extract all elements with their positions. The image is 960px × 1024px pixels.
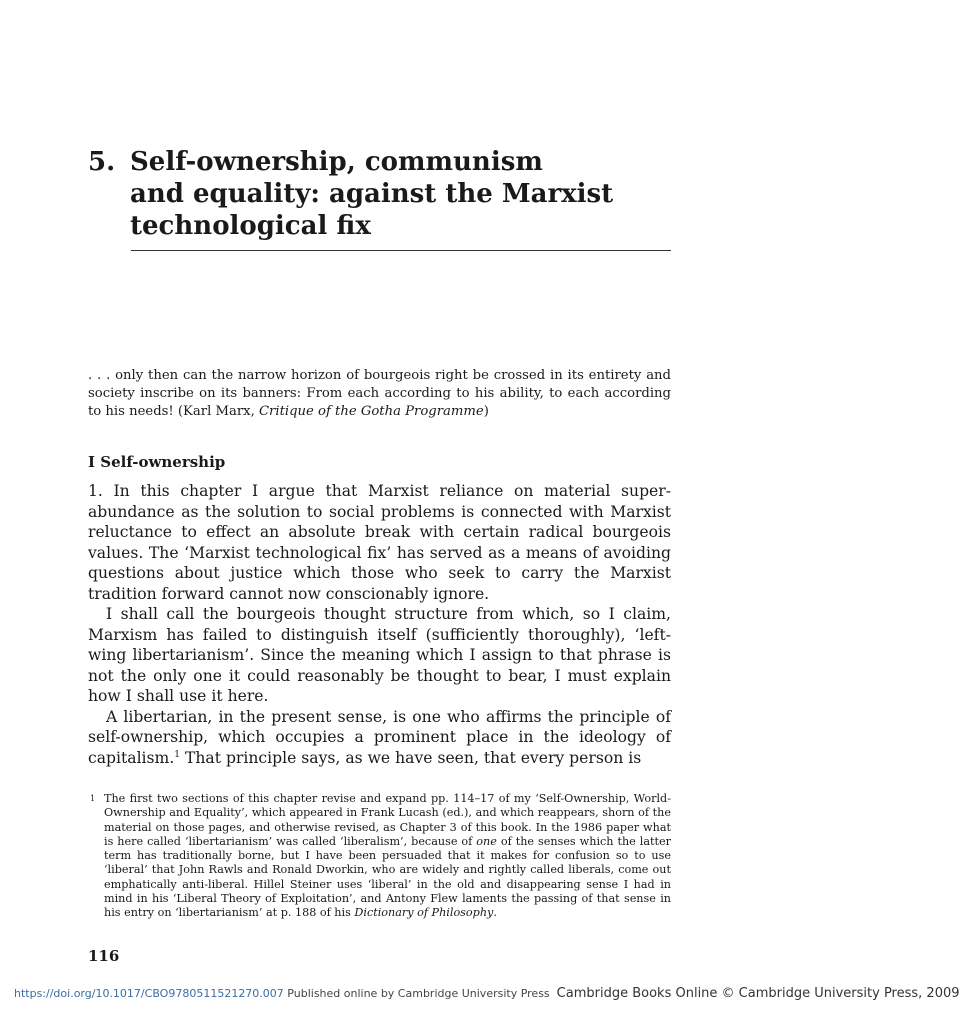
copyright-credit: Cambridge Books Online © Cambridge University Press, 2009 [556, 986, 960, 1001]
page-number: 116 [88, 947, 120, 965]
chapter-heading [88, 146, 688, 242]
paragraph-3 [88, 707, 671, 769]
chapter-title-line-3: technological fix [130, 211, 371, 241]
epigraph [88, 367, 671, 421]
chapter-title [130, 146, 688, 242]
footnote-book-title: Dictionary of Philosophy [354, 906, 494, 920]
chapter-title-line-1: Self-ownership, communism [130, 147, 543, 177]
section-heading: I Self-ownership [88, 453, 226, 471]
chapter-title-line-2: and equality: against the Marxist [130, 179, 614, 209]
paragraph-1: 1. In this chapter I argue that Marxist reliance on material super-abundance as the solution to social problems is connected with Marxist reluctance to effect an absolute break with certain radical bourgeois values. The ‘Marxist technological fix’ has served as a means of avoiding questions about justice which those who seek to carry the Marxist tradition forward cannot now conscionably ignore. [88, 482, 671, 603]
paragraph-2: I shall call the bourgeois thought structure from which, so I claim, Marxism has failed to distinguish itself (sufficiently thoroughly), ‘left-wing libertarianism’. Since the meaning which I assign to that phrase is not the only one it could reasonably be thought to bear, I must explain how I shall use it here. [88, 605, 671, 705]
page-footer [14, 986, 960, 1001]
epigraph-text: . . . only then can the narrow horizon of bourgeois right be crossed in its entirety and society inscribe on its banners: From each according to his ability, to each according to his needs! (Karl Marx, [88, 368, 671, 419]
footnote-mark: 1 [90, 794, 96, 803]
footnote-text-1: The first two sections of this chapter revise and expand pp. 114–17 of my ‘Self-Ownership, World-Ownership and Equality’, which appeared in Frank Lucash (ed.), and which reappears, shorn of the material on those pages, and otherwise revised, as Chapter 3 of this book. In the 1986 paper what is here called ‘libertarianism’ was called ‘liberalism’, because of [104, 792, 671, 848]
paragraph-3-text-a: A libertarian, in the present sense, is one who affirms the principle of self-ownership, which occupies a prominent place in the ideology of capitalism. [88, 707, 671, 767]
body-text [88, 481, 671, 768]
epigraph-close: ) [483, 404, 489, 419]
epigraph-source: Critique of the Gotha Programme [258, 404, 484, 419]
title-rule [131, 250, 671, 251]
footnote-emphasis-one: one [476, 834, 497, 848]
paragraph-3-text-b: That principle says, as we have seen, that every person is [180, 748, 642, 767]
published-note: Published online by Cambridge University Press [283, 987, 550, 1000]
chapter-number: 5. [88, 147, 116, 177]
doi-link[interactable]: https://doi.org/10.1017/CBO9780511521270.007 [14, 987, 284, 1000]
footnote-text-2: of the senses which the latter term has traditionally borne, but I have been persuaded that it makes for confusion so to use ‘liberal’ that John Rawls and Ronald Dworkin, who are widely and rightly called liberals, come out emphatically anti-liberal. Hillel Steiner uses ‘liberal’ in the old and disappearing sense I had in mind in his ‘Liberal Theory of Exploitation’, and Antony Flew laments the passing of that sense in his entry on ‘libertarianism’ at p. 188 of his [104, 834, 671, 920]
footnote-text-3: . [493, 906, 497, 920]
footnote-reference[interactable]: 1 [174, 749, 181, 760]
footnote-1 [88, 792, 671, 921]
